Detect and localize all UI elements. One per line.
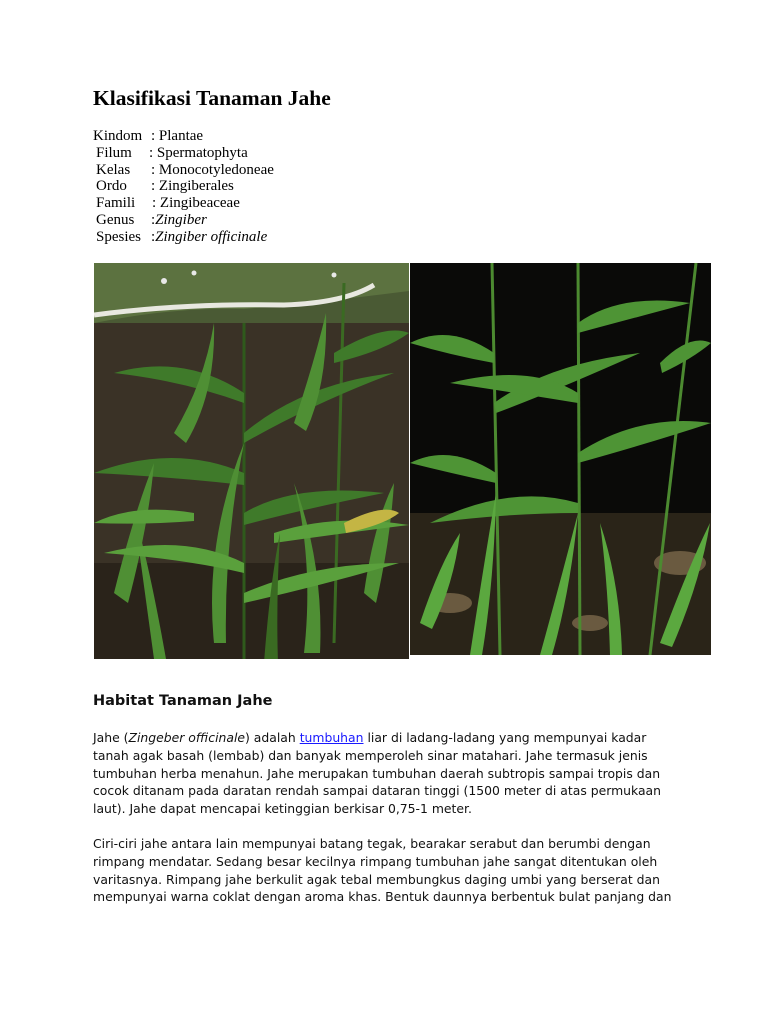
classification-row-species xyxy=(93,229,274,246)
text-segment: ) adalah xyxy=(245,730,300,745)
classification-key: Ordo xyxy=(96,178,127,195)
habitat-paragraph-1 xyxy=(93,729,693,818)
paragraph-line: cocok ditanam pada daratan rendah sampai dataran tinggi (1500 meter di atas permukaan xyxy=(93,783,661,799)
text-segment: liar di ladang-ladang yang mempunyai kadar xyxy=(363,730,647,745)
scientific-name: Zingeber officinale xyxy=(128,730,246,745)
classification-key: Spesies xyxy=(96,228,141,245)
classification-value: : Monocotyledoneae xyxy=(151,161,274,178)
classification-row-class xyxy=(93,162,274,179)
classification-list xyxy=(93,128,274,246)
photo-row xyxy=(94,263,711,659)
classification-row-kingdom xyxy=(93,128,274,145)
paragraph-line: tumbuhan herba menahun. Jahe merupakan tumbuhan daerah subtropis sampai tropis dan xyxy=(93,765,661,781)
classification-key: Genus xyxy=(96,211,135,228)
tumbuhan-link[interactable]: tumbuhan xyxy=(299,730,364,745)
classification-value-italic: Zingiber officinale xyxy=(155,228,268,245)
ginger-plant-photo-right xyxy=(410,263,711,655)
ginger-plant-photo-left xyxy=(94,263,409,659)
classification-value: : Zingibeaceae xyxy=(152,195,240,212)
classification-value: : Plantae xyxy=(151,128,204,144)
classification-key: Filum xyxy=(96,144,132,161)
paragraph-line: mempunyai warna coklat dengan aroma khas. Bentuk daunnya berbentuk bulat panjang dan xyxy=(93,889,672,905)
classification-value: : xyxy=(151,211,156,228)
paragraph-line xyxy=(93,729,693,747)
text-segment: Jahe ( xyxy=(93,730,129,745)
habitat-heading: Habitat Tanaman Jahe xyxy=(93,693,273,709)
page-title: Klasifikasi Tanaman Jahe xyxy=(93,86,331,110)
paragraph-line: laut). Jahe dapat mencapai ketinggian berkisar 0,75-1 meter. xyxy=(93,801,472,817)
classification-value: : Spermatophyta xyxy=(149,144,248,161)
classification-row-genus xyxy=(93,212,274,229)
classification-value: : Zingiberales xyxy=(151,178,234,195)
paragraph-line: tanah agak basah (lembab) dan banyak memperoleh sinar matahari. Jahe termasuk jenis xyxy=(93,747,648,763)
paragraph-line: varitasnya. Rimpang jahe berkulit agak tebal membungkus daging umbi yang berserat dan xyxy=(93,871,660,887)
classification-value: : xyxy=(151,228,156,245)
classification-key: Kelas xyxy=(96,161,131,178)
classification-key: Kindom xyxy=(93,128,143,144)
classification-row-phylum xyxy=(93,145,274,162)
classification-row-order xyxy=(93,178,274,195)
classification-row-family xyxy=(93,195,274,212)
paragraph-line: rimpang mendatar. Sedang besar kecilnya rimpang tumbuhan jahe sangat ditentukan oleh xyxy=(93,853,658,869)
habitat-paragraph-2 xyxy=(93,835,693,906)
classification-value-italic: Zingiber xyxy=(155,211,207,228)
paragraph-line: Ciri-ciri jahe antara lain mempunyai batang tegak, bearakar serabut dan berumbi dengan xyxy=(93,836,651,851)
classification-key: Famili xyxy=(96,195,136,212)
